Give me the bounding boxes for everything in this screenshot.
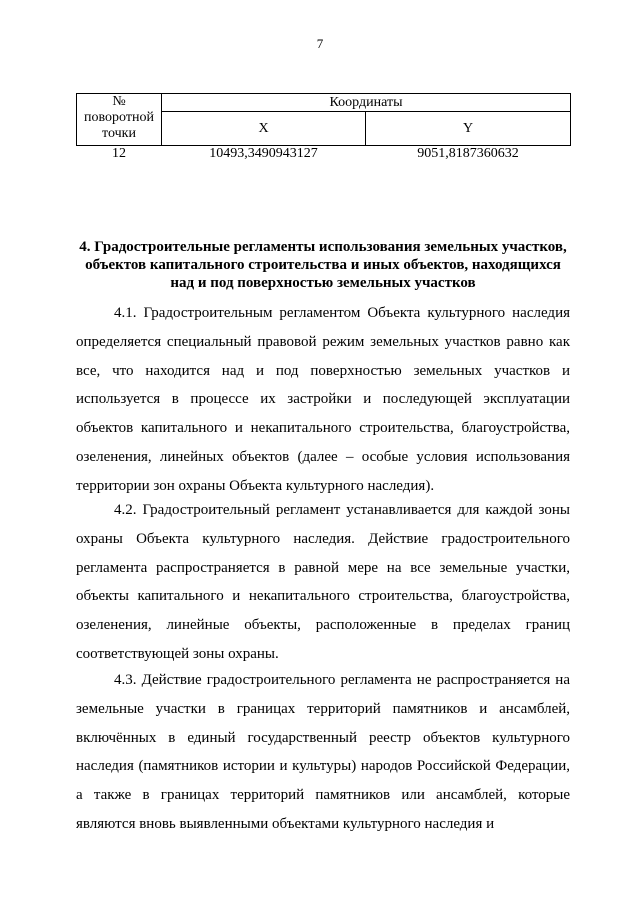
coordinates-table xyxy=(76,93,571,162)
table-row xyxy=(77,146,571,163)
paragraph-4-2: 4.2. Градостроительный регламент устанавливается для каждой зоны охраны Объекта культурного наследия. Действие градостроительного регламента распространяется в равной мере на все земельные участки, объекты капитального и некапитального строительства, благоустройства, озеленения, линейные объекты, расположенные в пределах границ соответствующей зоны охраны. xyxy=(76,502,570,662)
section-heading: 4. Градостроительные регламенты использования земельных участков, объектов капитального строительства и иных объектов, находящихся над и под поверхностью земельных участков xyxy=(79,239,567,291)
cell-point-number: 12 xyxy=(77,146,162,163)
cell-x: 10493,3490943127 xyxy=(162,146,366,163)
cell-y: 9051,8187360632 xyxy=(366,146,571,163)
header-point-number-line: точки xyxy=(102,126,136,141)
header-y: Y xyxy=(366,112,571,146)
header-coordinates: Координаты xyxy=(162,94,571,112)
header-point-number-line: поворотной xyxy=(84,110,154,125)
page-number: 7 xyxy=(316,36,324,51)
header-x: X xyxy=(162,112,366,146)
header-point-number xyxy=(77,94,162,146)
header-point-number-line: № xyxy=(112,94,126,109)
paragraph-4-3: 4.3. Действие градостроительного регламента не распространяется на земельные участки в границах территорий памятников и ансамблей, включённых в единый государственный реестр объектов культурного наследия (памятников истории и культуры) народов Российской Федерации, а также в границах территорий памятников или ансамблей, которые являются вновь выявленными объектами культурного наследия и xyxy=(76,672,570,832)
paragraph-4-1: 4.1. Градостроительным регламентом Объекта культурного наследия определяется специальный правовой режим земельных участков равно как все, что находится над и под поверхностью земельных участков и используется в процессе их застройки и последующей эксплуатации объектов капитального и некапитального строительства, благоустройства, озеленения, линейных объектов (далее – особые условия использования территории зон охраны Объекта культурного наследия). xyxy=(76,305,570,494)
table-header-row xyxy=(77,94,571,112)
